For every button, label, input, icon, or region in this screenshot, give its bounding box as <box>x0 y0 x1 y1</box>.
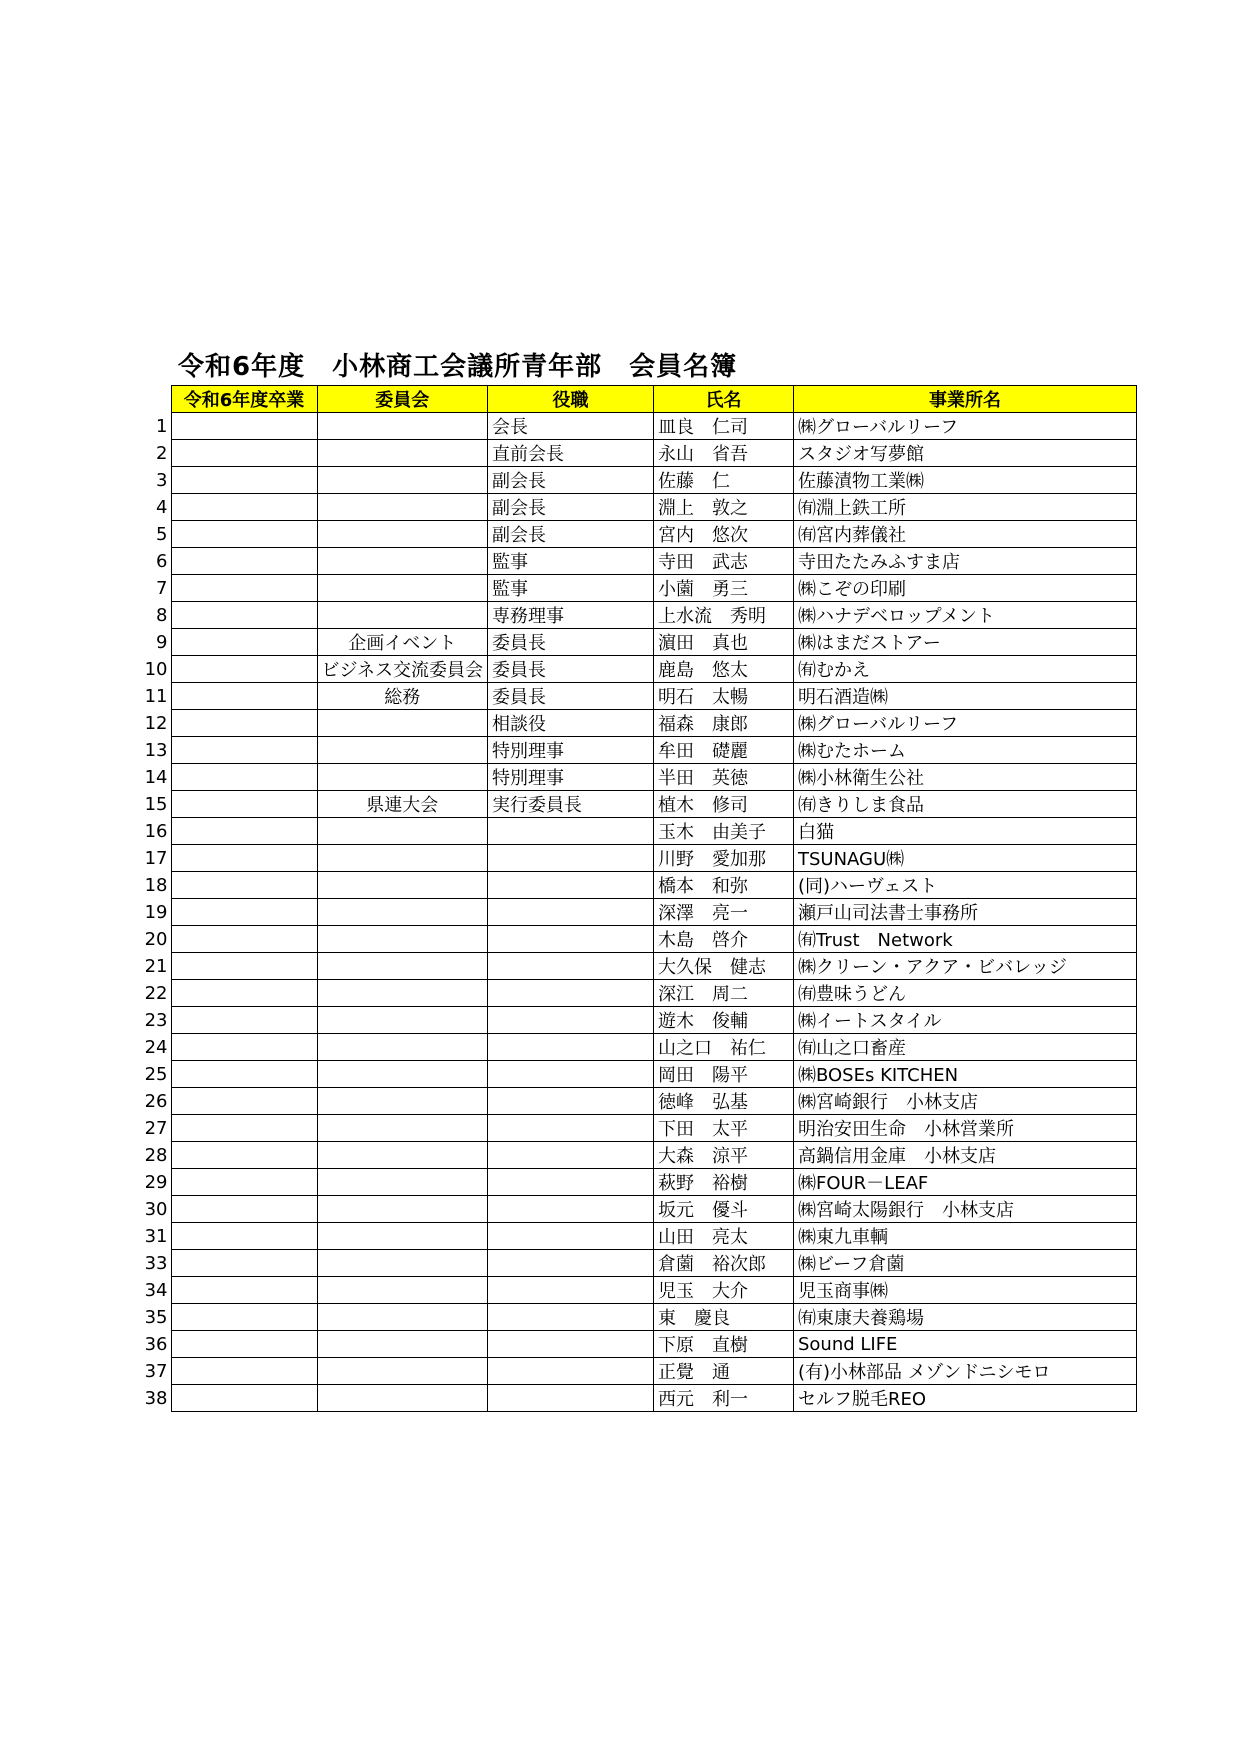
graduate-cell <box>171 629 317 656</box>
member-name-cell: 皿良 仁司 <box>653 413 793 440</box>
member-name-cell: 明石 太暢 <box>653 683 793 710</box>
position-cell: 委員長 <box>487 629 653 656</box>
committee-cell <box>317 413 487 440</box>
position-cell: 会長 <box>487 413 653 440</box>
committee-cell <box>317 737 487 764</box>
member-name-cell: 鹿島 悠太 <box>653 656 793 683</box>
row-number: 9 <box>156 631 168 653</box>
member-name-cell: 児玉 大介 <box>653 1277 793 1304</box>
row-number: 38 <box>144 1387 168 1409</box>
graduate-cell <box>171 1277 317 1304</box>
table-row <box>140 548 1136 575</box>
table-row <box>140 1331 1136 1358</box>
row-number: 12 <box>144 712 168 734</box>
company-cell: ㈱ハナデベロップメント <box>793 602 1136 629</box>
committee-cell <box>317 818 487 845</box>
row-number: 29 <box>144 1171 168 1193</box>
graduate-cell <box>171 845 317 872</box>
row-number: 10 <box>144 658 168 680</box>
table-row <box>140 926 1136 953</box>
company-cell: Sound LIFE <box>793 1331 1136 1358</box>
table-row <box>140 1223 1136 1250</box>
row-number: 33 <box>144 1252 168 1274</box>
table-row <box>140 953 1136 980</box>
company-cell: ㈲山之口畜産 <box>793 1034 1136 1061</box>
row-number: 34 <box>144 1279 168 1301</box>
committee-cell <box>317 1061 487 1088</box>
row-number: 24 <box>144 1036 168 1058</box>
company-cell: ㈲きりしま食品 <box>793 791 1136 818</box>
position-cell <box>487 818 653 845</box>
graduate-cell <box>171 791 317 818</box>
row-number: 13 <box>144 739 168 761</box>
table-row <box>140 737 1136 764</box>
row-number: 21 <box>144 955 168 977</box>
table-row <box>140 899 1136 926</box>
member-name-cell: 半田 英徳 <box>653 764 793 791</box>
company-cell: ㈱ビーフ倉薗 <box>793 1250 1136 1277</box>
member-name-cell: 下田 太平 <box>653 1115 793 1142</box>
row-number: 25 <box>144 1063 168 1085</box>
company-cell: 明石酒造㈱ <box>793 683 1136 710</box>
table-row <box>140 440 1136 467</box>
table-row <box>140 980 1136 1007</box>
graduate-cell <box>171 1007 317 1034</box>
company-cell: ㈱グローバルリーフ <box>793 710 1136 737</box>
table-row <box>140 1034 1136 1061</box>
table-row <box>140 872 1136 899</box>
graduate-cell <box>171 1196 317 1223</box>
member-name-cell: 寺田 武志 <box>653 548 793 575</box>
row-number: 35 <box>144 1306 168 1328</box>
company-cell: ㈲東康夫養鶏場 <box>793 1304 1136 1331</box>
row-number: 26 <box>144 1090 168 1112</box>
position-cell: 監事 <box>487 548 653 575</box>
graduate-cell <box>171 602 317 629</box>
committee-cell: 企画イベント <box>317 629 487 656</box>
graduate-cell <box>171 1169 317 1196</box>
company-cell: ㈲淵上鉄工所 <box>793 494 1136 521</box>
member-name-cell: 萩野 裕樹 <box>653 1169 793 1196</box>
graduate-cell <box>171 818 317 845</box>
member-name-cell: 大森 涼平 <box>653 1142 793 1169</box>
committee-cell: ビジネス交流委員会 <box>317 656 487 683</box>
row-number: 15 <box>144 793 168 815</box>
company-cell: ㈱BOSEs KITCHEN <box>793 1061 1136 1088</box>
graduate-cell <box>171 575 317 602</box>
committee-cell <box>317 1358 487 1385</box>
position-cell <box>487 1034 653 1061</box>
table-row <box>140 467 1136 494</box>
company-cell: ㈱東九車輌 <box>793 1223 1136 1250</box>
row-number: 14 <box>144 766 168 788</box>
committee-cell <box>317 521 487 548</box>
table-row <box>140 1358 1136 1385</box>
position-cell: 監事 <box>487 575 653 602</box>
graduate-cell <box>171 440 317 467</box>
graduate-cell <box>171 1061 317 1088</box>
row-number: 7 <box>156 577 168 599</box>
graduate-cell <box>171 1358 317 1385</box>
company-cell: TSUNAGU㈱ <box>793 845 1136 872</box>
row-number: 28 <box>144 1144 168 1166</box>
member-roster-table <box>140 385 1137 1412</box>
table-row <box>140 1250 1136 1277</box>
company-cell: ㈱グローバルリーフ <box>793 413 1136 440</box>
table-row <box>140 1061 1136 1088</box>
committee-cell: 県連大会 <box>317 791 487 818</box>
committee-column-header: 委員会 <box>317 386 487 413</box>
row-number: 11 <box>144 685 168 707</box>
member-name-cell: 倉薗 裕次郎 <box>653 1250 793 1277</box>
row-number: 1 <box>156 415 168 437</box>
graduate-cell <box>171 1250 317 1277</box>
position-cell <box>487 1169 653 1196</box>
graduate-cell <box>171 980 317 1007</box>
table-row <box>140 683 1136 710</box>
committee-cell <box>317 1088 487 1115</box>
table-row <box>140 791 1136 818</box>
committee-cell <box>317 710 487 737</box>
committee-cell <box>317 1169 487 1196</box>
committee-cell <box>317 1007 487 1034</box>
member-name-cell: 東 慶良 <box>653 1304 793 1331</box>
position-cell <box>487 872 653 899</box>
member-name-cell: 濵田 真也 <box>653 629 793 656</box>
company-cell: 佐藤漬物工業㈱ <box>793 467 1136 494</box>
member-name-cell: 下原 直樹 <box>653 1331 793 1358</box>
position-cell: 特別理事 <box>487 737 653 764</box>
table-row <box>140 818 1136 845</box>
table-row <box>140 764 1136 791</box>
committee-cell <box>317 872 487 899</box>
graduate-cell <box>171 1142 317 1169</box>
position-cell <box>487 899 653 926</box>
committee-cell <box>317 494 487 521</box>
member-name-cell: 佐藤 仁 <box>653 467 793 494</box>
company-column-header: 事業所名 <box>793 386 1136 413</box>
graduate-cell <box>171 926 317 953</box>
name-column-header: 氏名 <box>653 386 793 413</box>
company-cell: ㈲むかえ <box>793 656 1136 683</box>
graduate-cell <box>171 737 317 764</box>
member-name-cell: 川野 愛加那 <box>653 845 793 872</box>
company-cell: ㈱はまだストアー <box>793 629 1136 656</box>
committee-cell <box>317 1250 487 1277</box>
graduate-cell <box>171 656 317 683</box>
member-name-cell: 山田 亮太 <box>653 1223 793 1250</box>
member-name-cell: 山之口 祐仁 <box>653 1034 793 1061</box>
graduate-cell <box>171 1088 317 1115</box>
member-name-cell: 西元 利一 <box>653 1385 793 1412</box>
graduate-cell <box>171 1223 317 1250</box>
table-row <box>140 494 1136 521</box>
committee-cell <box>317 899 487 926</box>
company-cell: セルフ脱毛REO <box>793 1385 1136 1412</box>
position-cell: 特別理事 <box>487 764 653 791</box>
position-cell <box>487 1115 653 1142</box>
company-cell: 高鍋信用金庫 小林支店 <box>793 1142 1136 1169</box>
table-row <box>140 845 1136 872</box>
member-name-cell: 岡田 陽平 <box>653 1061 793 1088</box>
position-cell <box>487 1277 653 1304</box>
committee-cell <box>317 602 487 629</box>
company-cell: 寺田たたみふすま店 <box>793 548 1136 575</box>
row-number: 22 <box>144 982 168 1004</box>
position-cell: 直前会長 <box>487 440 653 467</box>
company-cell: ㈱FOUR－LEAF <box>793 1169 1136 1196</box>
position-cell <box>487 1304 653 1331</box>
graduate-cell <box>171 872 317 899</box>
position-cell <box>487 1142 653 1169</box>
member-name-cell: 深澤 亮一 <box>653 899 793 926</box>
committee-cell <box>317 1196 487 1223</box>
graduate-cell <box>171 683 317 710</box>
company-cell: ㈱クリーン・アクア・ビバレッジ <box>793 953 1136 980</box>
table-row <box>140 1385 1136 1412</box>
position-cell <box>487 953 653 980</box>
graduate-cell <box>171 1034 317 1061</box>
row-number: 20 <box>144 928 168 950</box>
position-cell <box>487 980 653 1007</box>
graduate-column-header: 令和6年度卒業 <box>171 386 317 413</box>
row-number: 27 <box>144 1117 168 1139</box>
member-name-cell: 淵上 敦之 <box>653 494 793 521</box>
row-number: 36 <box>144 1333 168 1355</box>
member-name-cell: 徳峰 弘基 <box>653 1088 793 1115</box>
row-number-header <box>140 386 171 413</box>
graduate-cell <box>171 467 317 494</box>
table-row <box>140 1169 1136 1196</box>
row-number: 19 <box>144 901 168 923</box>
table-row <box>140 1277 1136 1304</box>
row-number: 18 <box>144 874 168 896</box>
table-row <box>140 710 1136 737</box>
position-cell <box>487 1007 653 1034</box>
table-row <box>140 1007 1136 1034</box>
position-cell <box>487 1061 653 1088</box>
position-cell: 実行委員長 <box>487 791 653 818</box>
company-cell: ㈲Trust Network <box>793 926 1136 953</box>
graduate-cell <box>171 710 317 737</box>
position-cell: 専務理事 <box>487 602 653 629</box>
member-name-cell: 玉木 由美子 <box>653 818 793 845</box>
committee-cell <box>317 575 487 602</box>
company-cell: 児玉商事㈱ <box>793 1277 1136 1304</box>
graduate-cell <box>171 1385 317 1412</box>
table-row <box>140 1304 1136 1331</box>
row-number: 5 <box>156 523 168 545</box>
company-cell: 明治安田生命 小林営業所 <box>793 1115 1136 1142</box>
committee-cell <box>317 980 487 1007</box>
table-row <box>140 1196 1136 1223</box>
committee-cell <box>317 926 487 953</box>
company-cell: ㈲宮内葬儀社 <box>793 521 1136 548</box>
committee-cell <box>317 440 487 467</box>
table-row <box>140 602 1136 629</box>
row-number: 31 <box>144 1225 168 1247</box>
position-cell <box>487 1250 653 1277</box>
committee-cell: 総務 <box>317 683 487 710</box>
member-name-cell: 宮内 悠次 <box>653 521 793 548</box>
graduate-cell <box>171 548 317 575</box>
row-number: 8 <box>156 604 168 626</box>
table-row <box>140 521 1136 548</box>
position-cell: 副会長 <box>487 467 653 494</box>
committee-cell <box>317 1277 487 1304</box>
member-name-cell: 深江 周二 <box>653 980 793 1007</box>
committee-cell <box>317 953 487 980</box>
committee-cell <box>317 1304 487 1331</box>
page-title: 令和6年度 小林商工会議所青年部 会員名簿 <box>178 352 738 382</box>
member-name-cell: 橋本 和弥 <box>653 872 793 899</box>
row-number: 30 <box>144 1198 168 1220</box>
member-name-cell: 正覺 通 <box>653 1358 793 1385</box>
position-cell: 委員長 <box>487 656 653 683</box>
graduate-cell <box>171 521 317 548</box>
graduate-cell <box>171 764 317 791</box>
committee-cell <box>317 845 487 872</box>
graduate-cell <box>171 953 317 980</box>
table-row <box>140 1088 1136 1115</box>
position-column-header: 役職 <box>487 386 653 413</box>
table-row <box>140 656 1136 683</box>
position-cell <box>487 1196 653 1223</box>
committee-cell <box>317 1385 487 1412</box>
table-row <box>140 1142 1136 1169</box>
committee-cell <box>317 1142 487 1169</box>
row-number: 17 <box>144 847 168 869</box>
company-cell: 瀬戸山司法書士事務所 <box>793 899 1136 926</box>
member-name-cell: 上水流 秀明 <box>653 602 793 629</box>
graduate-cell <box>171 1304 317 1331</box>
committee-cell <box>317 1331 487 1358</box>
company-cell: ㈱小林衛生公社 <box>793 764 1136 791</box>
row-number: 16 <box>144 820 168 842</box>
graduate-cell <box>171 413 317 440</box>
company-cell: ㈲豊味うどん <box>793 980 1136 1007</box>
graduate-cell <box>171 1331 317 1358</box>
committee-cell <box>317 548 487 575</box>
row-number: 4 <box>156 496 168 518</box>
position-cell: 相談役 <box>487 710 653 737</box>
graduate-cell <box>171 494 317 521</box>
member-name-cell: 小薗 勇三 <box>653 575 793 602</box>
member-name-cell: 牟田 礎麗 <box>653 737 793 764</box>
member-name-cell: 永山 省吾 <box>653 440 793 467</box>
member-name-cell: 大久保 健志 <box>653 953 793 980</box>
committee-cell <box>317 1034 487 1061</box>
table-row <box>140 575 1136 602</box>
committee-cell <box>317 1115 487 1142</box>
company-cell: ㈱宮崎銀行 小林支店 <box>793 1088 1136 1115</box>
company-cell: (同)ハーヴェスト <box>793 872 1136 899</box>
member-name-cell: 木島 啓介 <box>653 926 793 953</box>
member-name-cell: 坂元 優斗 <box>653 1196 793 1223</box>
row-number: 23 <box>144 1009 168 1031</box>
table-row <box>140 413 1136 440</box>
committee-cell <box>317 1223 487 1250</box>
position-cell <box>487 926 653 953</box>
position-cell <box>487 1385 653 1412</box>
position-cell <box>487 1223 653 1250</box>
company-cell: ㈱むたホーム <box>793 737 1136 764</box>
position-cell <box>487 1331 653 1358</box>
company-cell: スタジオ写夢館 <box>793 440 1136 467</box>
company-cell: ㈱イートスタイル <box>793 1007 1136 1034</box>
company-cell: ㈱こぞの印刷 <box>793 575 1136 602</box>
graduate-cell <box>171 1115 317 1142</box>
position-cell <box>487 845 653 872</box>
company-cell: 白猫 <box>793 818 1136 845</box>
position-cell <box>487 1358 653 1385</box>
member-name-cell: 遊木 俊輔 <box>653 1007 793 1034</box>
table-row <box>140 1115 1136 1142</box>
position-cell: 副会長 <box>487 521 653 548</box>
position-cell: 副会長 <box>487 494 653 521</box>
row-number: 6 <box>156 550 168 572</box>
graduate-cell <box>171 899 317 926</box>
position-cell: 委員長 <box>487 683 653 710</box>
row-number: 37 <box>144 1360 168 1382</box>
row-number: 2 <box>156 442 168 464</box>
committee-cell <box>317 764 487 791</box>
member-name-cell: 福森 康郎 <box>653 710 793 737</box>
company-cell: (有)小林部品 メゾンドニシモロ <box>793 1358 1136 1385</box>
table-row <box>140 629 1136 656</box>
row-number: 3 <box>156 469 168 491</box>
committee-cell <box>317 467 487 494</box>
member-name-cell: 植木 修司 <box>653 791 793 818</box>
header-row <box>140 386 1136 413</box>
position-cell <box>487 1088 653 1115</box>
company-cell: ㈱宮崎太陽銀行 小林支店 <box>793 1196 1136 1223</box>
